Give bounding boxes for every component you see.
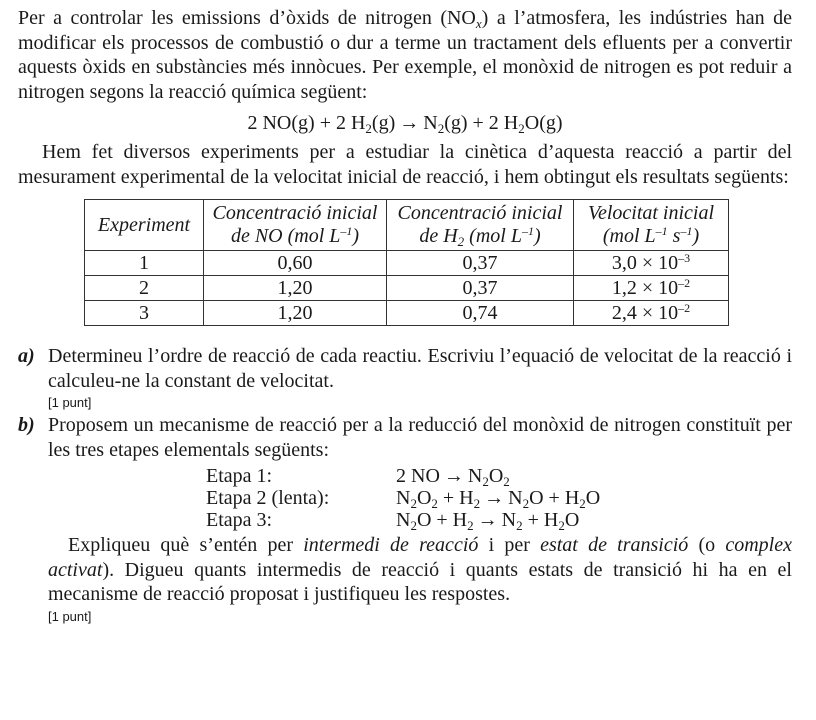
cell-rate: $2,4 \times 10^{-2}$ [574,301,729,326]
cell-h2: 0,74 [387,301,574,326]
step-3-label: Etapa 3: [206,509,273,531]
question-a-points: [1 punt] [48,395,92,410]
arrow-icon: → [399,112,420,134]
question-b-points: [1 punt] [48,608,92,624]
cell-h2: 0,37 [387,276,574,301]
results-table [84,199,729,326]
question-b-closing: Expliqueu què s’entén per intermedi de reacció i per estat de transició (o complex activat). Digueu quants intermedis de reacció i quants estats de transició hi ha en el mecanisme de reacció proposat i justifiqueu les respostes. [48,534,792,605]
header-initial-rate: Velocitat inicial (mol $L^{-1}$ $s^{-1}$) [574,200,729,251]
table-row [85,251,729,276]
question-b-text: Proposem un mecanisme de reacció per a la reducció del monòxid de nitrogen constituït per les tres etapes elementals següents: [48,414,792,461]
header-no-concentration: Concentració inicial de NO (mol $L^{-1}$) [204,200,387,251]
experiments-paragraph: Hem fet diversos experiments per a estudiar la cinètica d’aquesta reacció a partir del mesurament experimental de la velocitat inicial de reacció, i hem obtingut els resultats següents: [18,141,792,188]
cell-rate: $3,0 \times 10^{-3}$ [574,251,729,276]
header-h2-concentration: Concentració inicial de $H_2$ (mol $L^{-1}$) [387,200,574,251]
cell-no: 1,20 [204,276,387,301]
arrow-icon: → [484,487,505,509]
mechanism-steps [206,465,792,531]
header-experiment: Experiment [85,200,204,251]
step-1-reaction: 2 NO → $N_2O_2$ [396,465,510,489]
question-b-label: b) [18,414,35,436]
question-a [18,344,792,393]
question-a-text: Determineu l’ordre de reacció de cada reactiu. Escriviu l’equació de velocitat de la reacció i calculeu-ne la constant de velocitat. [48,345,792,392]
arrow-icon: → [443,465,464,487]
cell-experiment: 1 [85,251,204,276]
question-b [18,413,792,462]
question-a-label: a) [18,345,35,367]
step-1-label: Etapa 1: [206,465,273,487]
arrow-icon: → [477,509,498,531]
table-header-row [85,200,729,251]
table-row [85,301,729,326]
cell-experiment: 3 [85,301,204,326]
cell-h2: 0,37 [387,251,574,276]
table-row [85,276,729,301]
intro-paragraph: Per a controlar les emissions d’òxids de nitrogen $(NO_x)$ a l’atmosfera, les indústries han de modificar els processos de combustió o dur a terme un tractament dels efluents per a convertir aquests òxids en substàncies més innòcues. Per exemple, el monòxid de nitrogen es pot reduir a nitrogen segons la reacció química següent: [18,7,792,103]
cell-experiment: 2 [85,276,204,301]
cell-no: 0,60 [204,251,387,276]
reaction-equation: 2 NO(g) + 2 $H_2(g) \to N_2(g) + 2$ $H_2O(g)$ [247,112,563,136]
step-2-reaction: $N_2O_2 + H_2 \to N_2O + H_2O$ [396,487,601,511]
cell-rate: $1,2 \times 10^{-2}$ [574,276,729,301]
cell-no: 1,20 [204,301,387,326]
step-2-label: Etapa 2 (lenta): [206,487,330,509]
step-3-reaction: $N_2O + H_2 \to N_2 + H_2O$ [396,509,580,533]
